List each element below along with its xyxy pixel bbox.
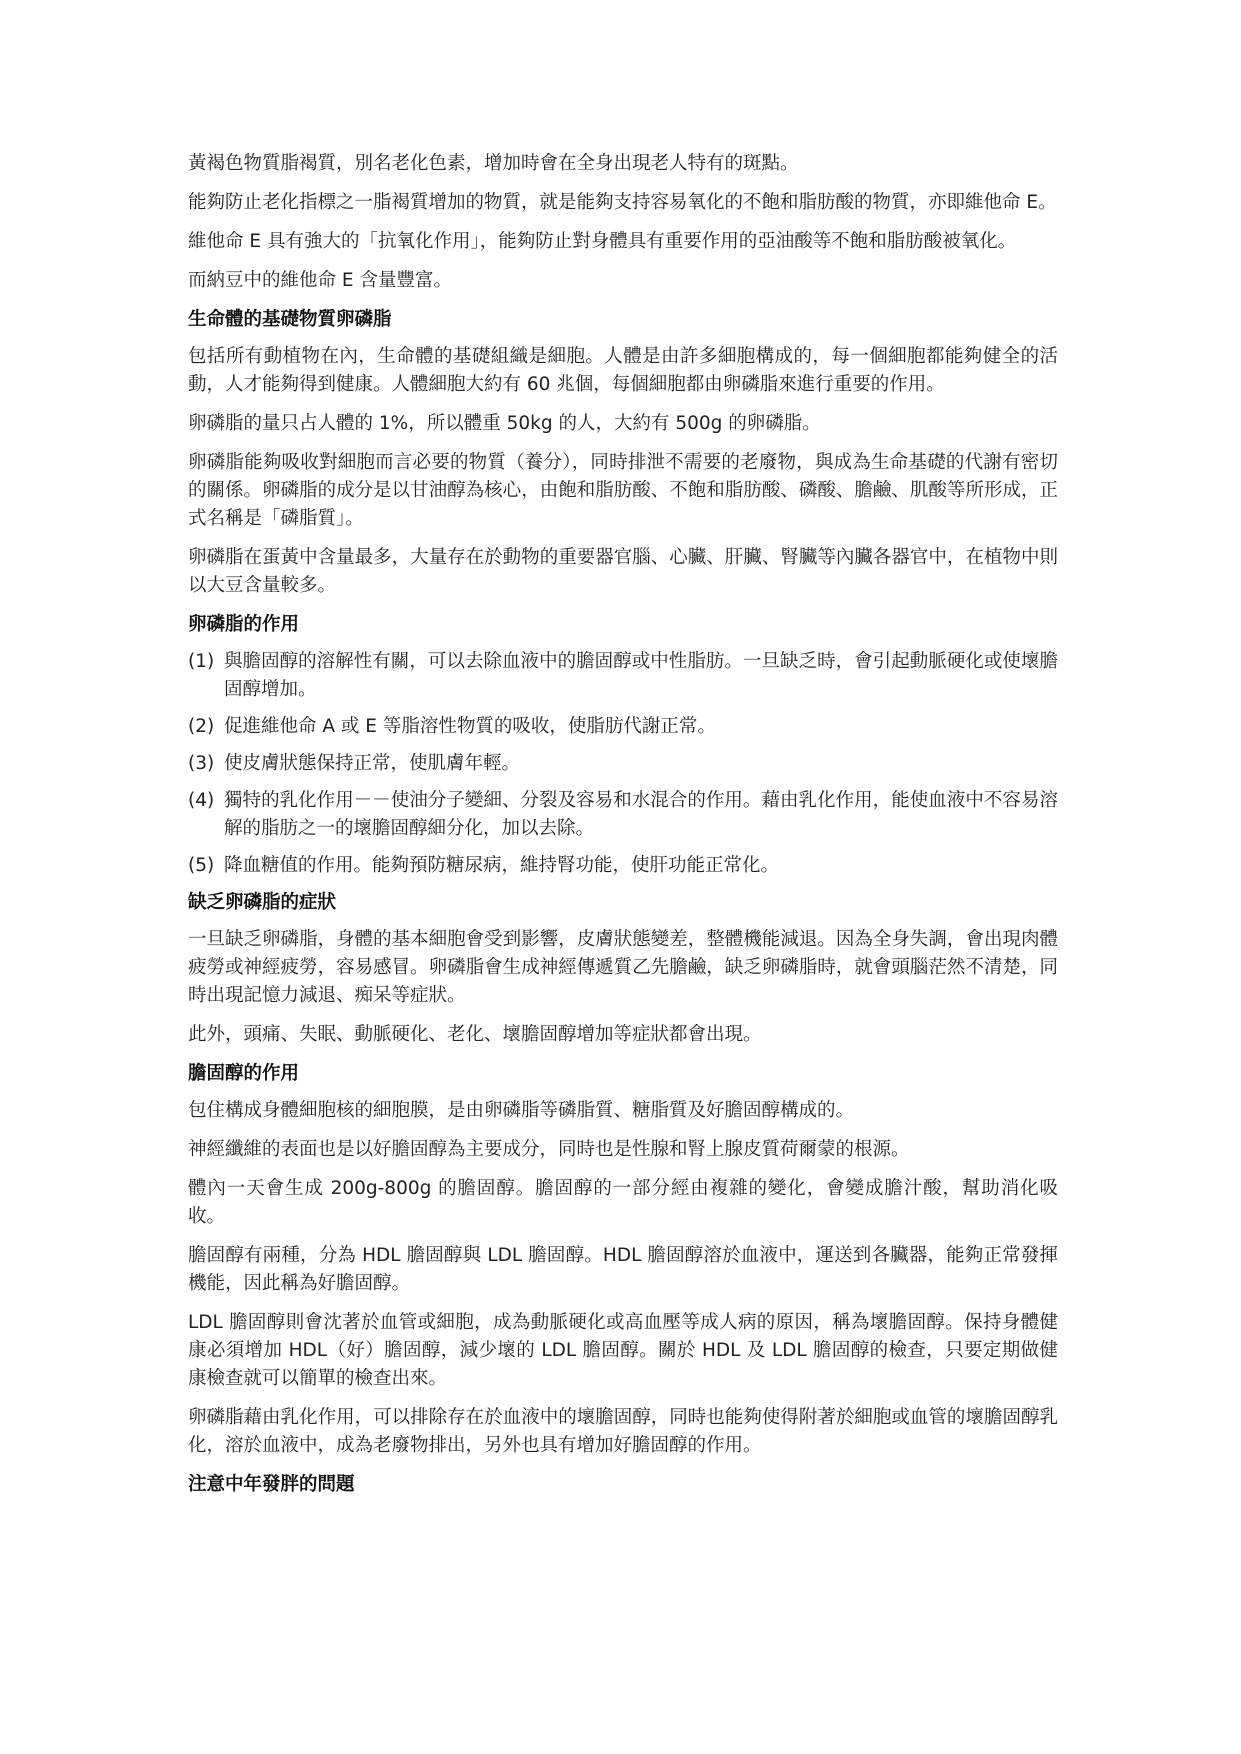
paragraph: 此外，頭痛、失眠、動脈硬化、老化、壞膽固醇增加等症狀都會出現。: [188, 1024, 762, 1045]
list-number: (1): [188, 651, 215, 672]
list-number: (2): [188, 716, 215, 737]
list-text: 獨特的乳化作用－－使油分子變細、分裂及容易和水混合的作用。藉由乳化作用，能使血液中不容易溶解的脂肪之一的壞膽固醇細分化，加以去除。: [224, 790, 1058, 839]
list-text: 使皮膚狀態保持正常，使肌膚年輕。: [224, 753, 521, 774]
paragraph: 卵磷脂在蛋黃中含量最多，大量存在於動物的重要器官腦、心臟、肝臟、腎臟等內臟各器官中，在植物中則以大豆含量較多。: [188, 547, 1058, 596]
list-item: [188, 648, 1058, 704]
paragraph: 一旦缺乏卵磷脂，身體的基本細胞會受到影響，皮膚狀態變差，整體機能減退。因為全身失調，會出現肉體疲勞或神經疲勞，容易感冒。卵磷脂會生成神經傳遞質乙先膽鹼，缺乏卵磷脂時，就會頭腦茫然不清楚，同時出現記憶力減退、痴呆等症狀。: [188, 929, 1058, 1006]
paragraph: LDL 膽固醇則會沈著於血管或細胞，成為動脈硬化或高血壓等成人病的原因，稱為壞膽固醇。保持身體健康必須增加 HDL（好）膽固醇，減少壞的 LDL 膽固醇。關於 HDL 及 LDL 膽固醇的檢查，只要定期做健康檢查就可以簡單的檢查出來。: [188, 1312, 1058, 1389]
paragraph: 能夠防止老化指標之一脂褐質增加的物質，就是能夠支持容易氧化的不飽和脂肪酸的物質，亦即維他命 E。: [188, 192, 1057, 213]
paragraph: 神經纖維的表面也是以好膽固醇為主要成分，同時也是性腺和腎上腺皮質荷爾蒙的根源。: [188, 1139, 910, 1160]
section-heading-middle-age: 注意中年發胖的問題: [188, 1474, 355, 1495]
list-text: 與膽固醇的溶解性有關，可以去除血液中的膽固醇或中性脂肪。一旦缺乏時，會引起動脈硬化或使壞膽固醇增加。: [224, 651, 1058, 700]
list-number: (4): [188, 790, 215, 811]
paragraph: 體內一天會生成 200g-800g 的膽固醇。膽固醇的一部分經由複雜的變化，會變成膽汁酸，幫助消化吸收。: [188, 1178, 1058, 1227]
list-item: [188, 852, 1058, 880]
section-heading-cholesterol: 膽固醇的作用: [188, 1063, 300, 1084]
document-page: [188, 150, 1058, 1508]
paragraph: 膽固醇有兩種，分為 HDL 膽固醇與 LDL 膽固醇。HDL 膽固醇溶於血液中，運送到各臟器，能夠正常發揮機能，因此稱為好膽固醇。: [188, 1245, 1058, 1294]
section-heading-lecithin-functions: 卵磷脂的作用: [188, 614, 300, 635]
paragraph: 維他命 E 具有強大的「抗氧化作用」，能夠防止對身體具有重要作用的亞油酸等不飽和脂肪酸被氧化。: [188, 231, 1017, 252]
list-text: 促進維他命 A 或 E 等脂溶性物質的吸收，使脂肪代謝正常。: [224, 716, 716, 737]
list-item: [188, 750, 1058, 778]
paragraph: 包括所有動植物在內，生命體的基礎組織是細胞。人體是由許多細胞構成的，每一個細胞都能夠健全的活動，人才能夠得到健康。人體細胞大約有 60 兆個，每個細胞都由卵磷脂來進行重要的作用。: [188, 346, 1058, 395]
paragraph: 包住構成身體細胞核的細胞膜，是由卵磷脂等磷脂質、糖脂質及好膽固醇構成的。: [188, 1100, 855, 1121]
section-heading-lecithin-basic: 生命體的基礎物質卵磷脂: [188, 309, 392, 330]
paragraph: 黃褐色物質脂褐質，別名老化色素，增加時會在全身出現老人特有的斑點。: [188, 153, 799, 174]
paragraph: 卵磷脂能夠吸收對細胞而言必要的物質（養分），同時排泄不需要的老廢物，與成為生命基礎的代謝有密切的關係。卵磷脂的成分是以甘油醇為核心，由飽和脂肪酸、不飽和脂肪酸、磷酸、膽鹼、肌酸等所形成，正式名稱是「磷脂質」。: [188, 452, 1058, 529]
list-text: 降血糖值的作用。能夠預防糖尿病，維持腎功能，使肝功能正常化。: [224, 855, 780, 876]
list-number: (5): [188, 855, 215, 876]
paragraph: 而納豆中的維他命 E 含量豐富。: [188, 270, 452, 291]
paragraph: 卵磷脂藉由乳化作用，可以排除存在於血液中的壞膽固醇，同時也能夠使得附著於細胞或血管的壞膽固醇乳化，溶於血液中，成為老廢物排出，另外也具有增加好膽固醇的作用。: [188, 1407, 1058, 1456]
section-heading-lecithin-deficiency: 缺乏卵磷脂的症狀: [188, 892, 337, 913]
list-item: [188, 787, 1058, 843]
list-number: (3): [188, 753, 215, 774]
paragraph: 卵磷脂的量只占人體的 1%，所以體重 50kg 的人，大約有 500g 的卵磷脂。: [188, 413, 821, 434]
list-item: [188, 713, 1058, 741]
